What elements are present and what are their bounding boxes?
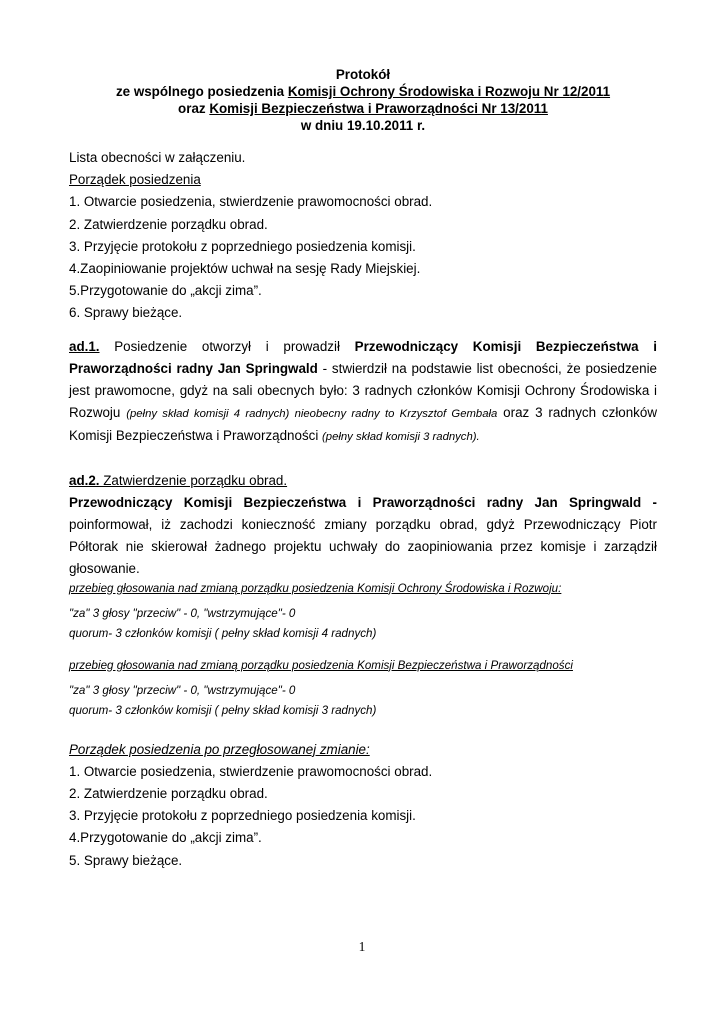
- agenda-item: 5.Przygotowanie do „akcji zima”.: [69, 283, 262, 299]
- ad2-heading: ad.2. Zatwierdzenie porządku obrad.: [69, 472, 288, 488]
- vote-heading: przebieg głosowania nad zmianą porządku posiedzenia Komisji Ochrony Środowiska i Rozwoju:: [69, 581, 562, 595]
- document-title: Protokół: [335, 67, 391, 82]
- attendance-note: Lista obecności w załączeniu.: [69, 150, 246, 165]
- agenda-item: 3. Przyjęcie protokołu z poprzedniego posiedzenia komisji.: [69, 238, 416, 254]
- ad2-paragraph: Przewodniczący Komisji Bezpieczeństwa i Praworządności radny Jan Springwald - poinformował, iż zachodzi konieczność zmiany porządku obrad, gdyż Przewodniczący Piotr Półtorak nie skierował żadnego projektu uchwały do zaopiniowania przez komisje i zarządził głosowanie.: [69, 494, 657, 577]
- ad1-paragraph: ad.1. Posiedzenie otworzył i prowadził Przewodniczący Komisji Bezpieczeństwa i Praworządności radny Jan Springwald - stwierdził na podstawie list obecności, że posiedzenie jest prawomocne, gdyż na sali obecnych było: 3 radnych członków Komisji Ochrony Środowiska i Rozwoju (pełny skład komisji 4 radnych) nieobecny radny to Krzysztof Gembała oraz 3 radnych członków Komisji Bezpieczeństwa i Praworządności (pełny skład komisji 3 radnych).: [69, 338, 657, 444]
- agenda-item: 4.Zaopiniowanie projektów uchwał na sesję Rady Miejskiej.: [69, 261, 421, 277]
- page-number: 1: [358, 939, 366, 954]
- agenda-item: 1. Otwarcie posiedzenia, stwierdzenie prawomocności obrad.: [69, 194, 433, 210]
- document-page: [69, 66, 657, 872]
- new-agenda-item: 4.Przygotowanie do „akcji zima”.: [69, 830, 262, 846]
- committee-2-name: Komisji Bezpieczeństwa i Praworządności Nr 13/2011: [209, 101, 548, 116]
- ad1-label: ad.1.: [69, 338, 100, 354]
- vote-quorum: quorum- 3 członków komisji ( pełny skład komisji 4 radnych): [69, 626, 377, 640]
- vote-heading: przebieg głosowania nad zmianą porządku posiedzenia Komisji Bezpieczeństwa i Praworządności: [69, 658, 573, 672]
- agenda-item: 6. Sprawy bieżące.: [69, 305, 183, 321]
- header-line-2: ze wspólnego posiedzenia Komisji Ochrony Środowiska i Rozwoju Nr 12/2011: [115, 84, 611, 99]
- header-line-3: oraz Komisji Bezpieczeństwa i Praworządności Nr 13/2011: [178, 101, 548, 116]
- agenda-item: 2. Zatwierdzenie porządku obrad.: [69, 216, 268, 232]
- new-agenda-title: Porządek posiedzenia po przegłosowanej zmianie:: [69, 741, 370, 757]
- ad2-label: ad.2.: [69, 472, 100, 488]
- chairman-name: Przewodniczący Komisji Bezpieczeństwa i Praworządności radny Jan Springwald: [69, 338, 657, 376]
- meeting-date: w dniu 19.10.2011 r.: [300, 118, 426, 133]
- new-agenda-item: 3. Przyjęcie protokołu z poprzedniego posiedzenia komisji.: [69, 808, 416, 824]
- vote-result: "za" 3 głosy "przeciw" - 0, "wstrzymujące"- 0: [69, 683, 296, 697]
- new-agenda-item: 5. Sprawy bieżące.: [69, 852, 183, 868]
- vote-quorum: quorum- 3 członków komisji ( pełny skład komisji 3 radnych): [69, 703, 377, 717]
- new-agenda-item: 2. Zatwierdzenie porządku obrad.: [69, 786, 268, 802]
- vote-result: "za" 3 głosy "przeciw" - 0, "wstrzymujące"- 0: [69, 606, 296, 620]
- agenda-title: Porządek posiedzenia: [69, 172, 201, 188]
- new-agenda-item: 1. Otwarcie posiedzenia, stwierdzenie prawomocności obrad.: [69, 763, 433, 779]
- committee-1-name: Komisji Ochrony Środowiska i Rozwoju Nr 12/2011: [287, 84, 611, 99]
- document-header: [69, 66, 657, 134]
